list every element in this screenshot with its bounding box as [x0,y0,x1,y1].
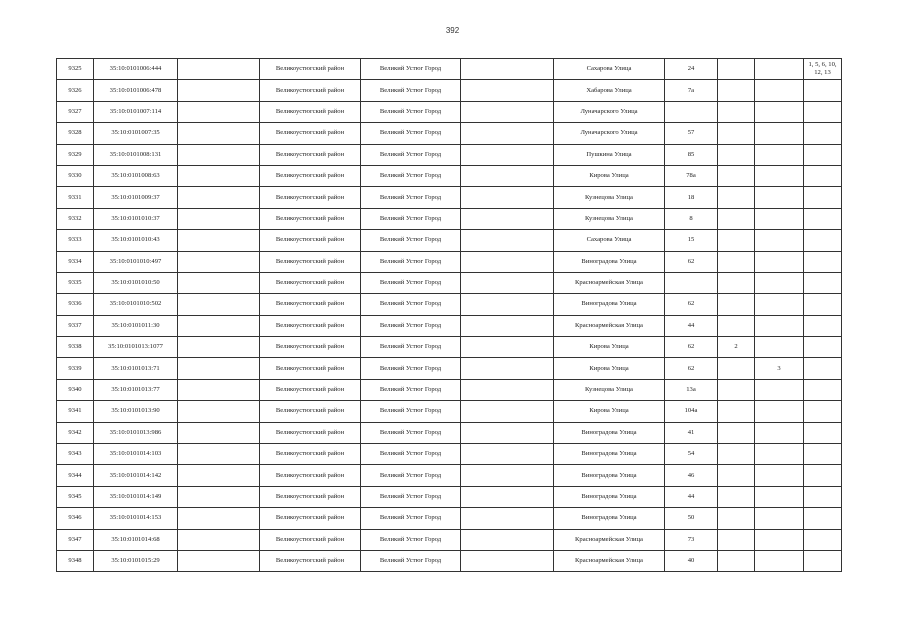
notes-cell [804,508,842,529]
cadastral-number-cell: 35:10:0101010:50 [94,272,178,293]
street-cell: Кирова Улица [554,337,665,358]
settlement-cell: Великий Устюг Город [361,187,461,208]
street-cell: Пушкина Улица [554,144,665,165]
empty-cell [178,358,260,379]
house-number-cell: 44 [665,315,718,336]
notes-cell [804,337,842,358]
structure-cell [755,208,804,229]
empty-cell [461,444,554,465]
notes-cell [804,80,842,101]
street-cell: Виноградова Улица [554,444,665,465]
street-cell: Кузнецова Улица [554,379,665,400]
structure-cell [755,444,804,465]
empty-cell [178,251,260,272]
settlement-cell: Великий Устюг Город [361,294,461,315]
table-row [57,444,842,465]
empty-cell [178,465,260,486]
street-cell: Виноградова Улица [554,294,665,315]
house-number-cell: 62 [665,294,718,315]
row-number-cell: 9343 [57,444,94,465]
structure-cell [755,251,804,272]
cadastral-number-cell: 35:10:0101013:71 [94,358,178,379]
table-row [57,230,842,251]
house-number-cell [665,272,718,293]
table-row [57,144,842,165]
notes-cell: 1, 5, 6, 10, 12, 13 [804,59,842,80]
street-cell: Кузнецова Улица [554,187,665,208]
row-number-cell: 9334 [57,251,94,272]
district-cell: Великоустюгский район [260,358,361,379]
district-cell: Великоустюгский район [260,486,361,507]
table-row [57,123,842,144]
row-number-cell: 9339 [57,358,94,379]
row-number-cell: 9338 [57,337,94,358]
table-row [57,465,842,486]
settlement-cell: Великий Устюг Город [361,272,461,293]
empty-cell [461,422,554,443]
building-cell [718,230,755,251]
house-number-cell: 62 [665,358,718,379]
building-cell [718,508,755,529]
district-cell: Великоустюгский район [260,251,361,272]
street-cell: Кирова Улица [554,401,665,422]
settlement-cell: Великий Устюг Город [361,508,461,529]
cadastral-number-cell: 35:10:0101013:986 [94,422,178,443]
settlement-cell: Великий Устюг Город [361,80,461,101]
notes-cell [804,144,842,165]
building-cell [718,165,755,186]
empty-cell [178,80,260,101]
empty-cell [178,379,260,400]
district-cell: Великоустюгский район [260,550,361,571]
settlement-cell: Великий Устюг Город [361,165,461,186]
table-row [57,401,842,422]
table-row [57,315,842,336]
settlement-cell: Великий Устюг Город [361,59,461,80]
row-number-cell: 9327 [57,101,94,122]
structure-cell [755,465,804,486]
settlement-cell: Великий Устюг Город [361,358,461,379]
row-number-cell: 9329 [57,144,94,165]
street-cell: Виноградова Улица [554,465,665,486]
table-row [57,272,842,293]
table-row [57,508,842,529]
structure-cell [755,230,804,251]
table-body [57,59,842,572]
notes-cell [804,550,842,571]
settlement-cell: Великий Устюг Город [361,123,461,144]
building-cell [718,422,755,443]
notes-cell [804,529,842,550]
structure-cell [755,379,804,400]
building-cell [718,144,755,165]
property-table [56,58,842,572]
row-number-cell: 9328 [57,123,94,144]
building-cell [718,379,755,400]
building-cell [718,208,755,229]
cadastral-number-cell: 35:10:0101010:43 [94,230,178,251]
empty-cell [461,165,554,186]
empty-cell [178,165,260,186]
district-cell: Великоустюгский район [260,444,361,465]
district-cell: Великоустюгский район [260,272,361,293]
table-row [57,59,842,80]
district-cell: Великоустюгский район [260,208,361,229]
cadastral-number-cell: 35:10:0101006:478 [94,80,178,101]
structure-cell [755,422,804,443]
building-cell [718,294,755,315]
building-cell [718,465,755,486]
empty-cell [461,294,554,315]
district-cell: Великоустюгский район [260,465,361,486]
settlement-cell: Великий Устюг Город [361,101,461,122]
house-number-cell: 46 [665,465,718,486]
empty-cell [178,337,260,358]
empty-cell [461,401,554,422]
empty-cell [461,80,554,101]
cadastral-number-cell: 35:10:0101008:131 [94,144,178,165]
settlement-cell: Великий Устюг Город [361,315,461,336]
building-cell [718,101,755,122]
street-cell: Красноармейская Улица [554,529,665,550]
row-number-cell: 9341 [57,401,94,422]
table-row [57,337,842,358]
settlement-cell: Великий Устюг Город [361,379,461,400]
empty-cell [461,379,554,400]
empty-cell [461,550,554,571]
empty-cell [461,187,554,208]
notes-cell [804,465,842,486]
page-number: 392 [445,26,460,35]
house-number-cell: 13а [665,379,718,400]
row-number-cell: 9348 [57,550,94,571]
table-row [57,550,842,571]
table-row [57,80,842,101]
house-number-cell: 54 [665,444,718,465]
row-number-cell: 9333 [57,230,94,251]
street-cell: Сахарова Улица [554,230,665,251]
notes-cell [804,230,842,251]
structure-cell [755,144,804,165]
street-cell: Красноармейская Улица [554,550,665,571]
street-cell: Кирова Улица [554,165,665,186]
district-cell: Великоустюгский район [260,123,361,144]
empty-cell [178,230,260,251]
house-number-cell: 15 [665,230,718,251]
settlement-cell: Великий Устюг Город [361,550,461,571]
empty-cell [461,508,554,529]
house-number-cell: 57 [665,123,718,144]
settlement-cell: Великий Устюг Город [361,208,461,229]
district-cell: Великоустюгский район [260,508,361,529]
structure-cell [755,508,804,529]
settlement-cell: Великий Устюг Город [361,444,461,465]
house-number-cell: 7а [665,80,718,101]
row-number-cell: 9345 [57,486,94,507]
settlement-cell: Великий Устюг Город [361,144,461,165]
cadastral-number-cell: 35:10:0101010:37 [94,208,178,229]
district-cell: Великоустюгский район [260,337,361,358]
notes-cell [804,272,842,293]
table-row [57,165,842,186]
notes-cell [804,251,842,272]
row-number-cell: 9326 [57,80,94,101]
cadastral-number-cell: 35:10:0101014:68 [94,529,178,550]
empty-cell [461,123,554,144]
structure-cell [755,59,804,80]
cadastral-number-cell: 35:10:0101006:444 [94,59,178,80]
structure-cell [755,80,804,101]
building-cell [718,272,755,293]
notes-cell [804,294,842,315]
cadastral-number-cell: 35:10:0101010:502 [94,294,178,315]
row-number-cell: 9330 [57,165,94,186]
empty-cell [178,550,260,571]
empty-cell [461,144,554,165]
street-cell: Луначарского Улица [554,101,665,122]
building-cell: 2 [718,337,755,358]
district-cell: Великоустюгский район [260,165,361,186]
table-row [57,422,842,443]
empty-cell [461,315,554,336]
notes-cell [804,358,842,379]
cadastral-number-cell: 35:10:0101013:1077 [94,337,178,358]
notes-cell [804,165,842,186]
table-row [57,251,842,272]
settlement-cell: Великий Устюг Город [361,337,461,358]
table-row [57,101,842,122]
structure-cell [755,101,804,122]
structure-cell [755,337,804,358]
cadastral-number-cell: 35:10:0101015:29 [94,550,178,571]
district-cell: Великоустюгский район [260,101,361,122]
empty-cell [461,337,554,358]
settlement-cell: Великий Устюг Город [361,251,461,272]
cadastral-number-cell: 35:10:0101014:149 [94,486,178,507]
structure-cell [755,315,804,336]
street-cell: Кузнецова Улица [554,208,665,229]
empty-cell [178,123,260,144]
structure-cell [755,187,804,208]
structure-cell [755,401,804,422]
district-cell: Великоустюгский район [260,294,361,315]
empty-cell [178,486,260,507]
structure-cell [755,123,804,144]
district-cell: Великоустюгский район [260,59,361,80]
district-cell: Великоустюгский район [260,187,361,208]
cadastral-number-cell: 35:10:0101013:77 [94,379,178,400]
street-cell: Виноградова Улица [554,486,665,507]
street-cell: Виноградова Улица [554,251,665,272]
house-number-cell: 41 [665,422,718,443]
house-number-cell: 44 [665,486,718,507]
building-cell [718,187,755,208]
empty-cell [461,529,554,550]
building-cell [718,550,755,571]
row-number-cell: 9336 [57,294,94,315]
building-cell [718,444,755,465]
cadastral-number-cell: 35:10:0101010:497 [94,251,178,272]
row-number-cell: 9342 [57,422,94,443]
notes-cell [804,401,842,422]
house-number-cell: 50 [665,508,718,529]
cadastral-number-cell: 35:10:0101014:103 [94,444,178,465]
street-cell: Красноармейская Улица [554,315,665,336]
notes-cell [804,208,842,229]
district-cell: Великоустюгский район [260,529,361,550]
building-cell [718,80,755,101]
building-cell [718,251,755,272]
house-number-cell: 8 [665,208,718,229]
empty-cell [178,59,260,80]
settlement-cell: Великий Устюг Город [361,529,461,550]
settlement-cell: Великий Устюг Город [361,465,461,486]
cadastral-number-cell: 35:10:0101007:35 [94,123,178,144]
street-cell: Красноармейская Улица [554,272,665,293]
row-number-cell: 9337 [57,315,94,336]
building-cell [718,123,755,144]
empty-cell [461,272,554,293]
cadastral-number-cell: 35:10:0101008:63 [94,165,178,186]
empty-cell [461,230,554,251]
empty-cell [178,272,260,293]
table-row [57,187,842,208]
cadastral-number-cell: 35:10:0101009:37 [94,187,178,208]
empty-cell [178,187,260,208]
structure-cell [755,165,804,186]
district-cell: Великоустюгский район [260,401,361,422]
row-number-cell: 9325 [57,59,94,80]
empty-cell [461,208,554,229]
empty-cell [461,101,554,122]
structure-cell: 3 [755,358,804,379]
empty-cell [178,294,260,315]
cadastral-number-cell: 35:10:0101014:142 [94,465,178,486]
empty-cell [178,529,260,550]
cadastral-number-cell: 35:10:0101007:114 [94,101,178,122]
notes-cell [804,444,842,465]
notes-cell [804,123,842,144]
house-number-cell: 40 [665,550,718,571]
empty-cell [178,315,260,336]
house-number-cell: 73 [665,529,718,550]
cadastral-number-cell: 35:10:0101013:90 [94,401,178,422]
structure-cell [755,294,804,315]
building-cell [718,529,755,550]
district-cell: Великоустюгский район [260,80,361,101]
street-cell: Сахарова Улица [554,59,665,80]
row-number-cell: 9335 [57,272,94,293]
house-number-cell: 104а [665,401,718,422]
table-row [57,486,842,507]
empty-cell [178,444,260,465]
notes-cell [804,379,842,400]
notes-cell [804,422,842,443]
row-number-cell: 9332 [57,208,94,229]
house-number-cell [665,101,718,122]
table-row [57,358,842,379]
house-number-cell: 18 [665,187,718,208]
cadastral-number-cell: 35:10:0101011:30 [94,315,178,336]
table-row [57,294,842,315]
building-cell [718,358,755,379]
street-cell: Луначарского Улица [554,123,665,144]
building-cell [718,315,755,336]
empty-cell [178,208,260,229]
notes-cell [804,315,842,336]
settlement-cell: Великий Устюг Город [361,230,461,251]
settlement-cell: Великий Устюг Город [361,422,461,443]
row-number-cell: 9331 [57,187,94,208]
district-cell: Великоустюгский район [260,379,361,400]
row-number-cell: 9344 [57,465,94,486]
empty-cell [178,101,260,122]
building-cell [718,486,755,507]
settlement-cell: Великий Устюг Город [361,401,461,422]
table-row [57,379,842,400]
house-number-cell: 24 [665,59,718,80]
table-row [57,529,842,550]
district-cell: Великоустюгский район [260,315,361,336]
row-number-cell: 9340 [57,379,94,400]
building-cell [718,401,755,422]
house-number-cell: 85 [665,144,718,165]
street-cell: Хабарова Улица [554,80,665,101]
cadastral-number-cell: 35:10:0101014:153 [94,508,178,529]
empty-cell [178,508,260,529]
structure-cell [755,550,804,571]
street-cell: Виноградова Улица [554,422,665,443]
house-number-cell: 62 [665,337,718,358]
empty-cell [178,144,260,165]
house-number-cell: 78а [665,165,718,186]
empty-cell [461,251,554,272]
district-cell: Великоустюгский район [260,144,361,165]
row-number-cell: 9346 [57,508,94,529]
empty-cell [461,59,554,80]
row-number-cell: 9347 [57,529,94,550]
empty-cell [461,486,554,507]
empty-cell [178,422,260,443]
empty-cell [461,465,554,486]
notes-cell [804,187,842,208]
empty-cell [178,401,260,422]
building-cell [718,59,755,80]
structure-cell [755,529,804,550]
table-row [57,208,842,229]
notes-cell [804,101,842,122]
settlement-cell: Великий Устюг Город [361,486,461,507]
district-cell: Великоустюгский район [260,422,361,443]
empty-cell [461,358,554,379]
house-number-cell: 62 [665,251,718,272]
street-cell: Виноградова Улица [554,508,665,529]
structure-cell [755,272,804,293]
structure-cell [755,486,804,507]
street-cell: Кирова Улица [554,358,665,379]
district-cell: Великоустюгский район [260,230,361,251]
notes-cell [804,486,842,507]
